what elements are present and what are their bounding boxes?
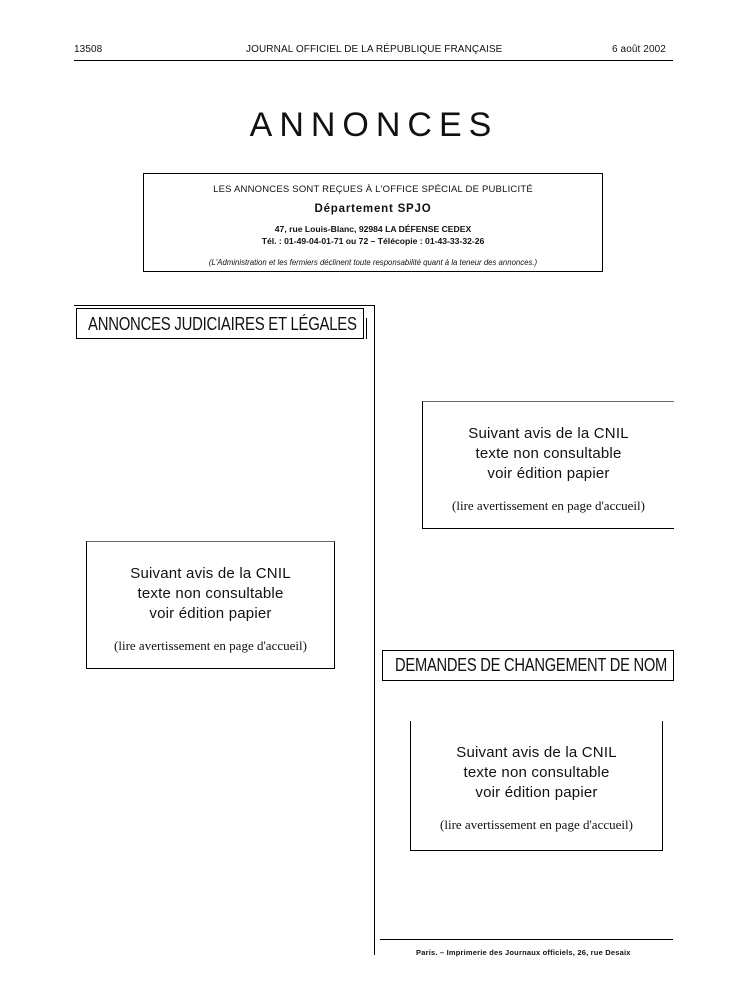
issue-date: 6 août 2002 (612, 44, 666, 55)
cnil-note: (lire avertissement en page d'accueil) (452, 498, 645, 513)
cnil-line: texte non consultable (475, 445, 622, 462)
page-title: ANNONCES (249, 106, 499, 144)
cnil-notice-box (86, 541, 335, 669)
section-heading-judiciaires: ANNONCES JUDICIAIRES ET LÉGALES (76, 308, 364, 339)
column-divider (374, 305, 375, 955)
info-department: Département SPJO (314, 203, 432, 215)
cnil-line: Suivant avis de la CNIL (456, 744, 617, 761)
cnil-line: Suivant avis de la CNIL (468, 425, 629, 442)
cnil-note: (lire avertissement en page d'accueil) (114, 638, 307, 653)
cnil-notice-box (410, 721, 663, 851)
journal-title: JOURNAL OFFICIEL DE LA RÉPUBLIQUE FRANÇAISE (246, 44, 503, 55)
info-intro: LES ANNONCES SONT REÇUES À L'OFFICE SPÉCIAL DE PUBLICITÉ (213, 184, 533, 195)
info-address: 47, rue Louis-Blanc, 92984 LA DÉFENSE CEDEX (274, 224, 472, 234)
info-phone: Tél. : 01-49-04-01-71 ou 72 – Télécopie : 01-43-33-32-26 (261, 236, 485, 246)
footer-rule (380, 939, 673, 940)
cnil-line: texte non consultable (137, 585, 284, 602)
cnil-line: texte non consultable (463, 764, 610, 781)
cnil-line: voir édition papier (149, 605, 272, 622)
left-column-rule (74, 305, 374, 306)
section-heading-changement-nom: DEMANDES DE CHANGEMENT DE NOM (382, 650, 674, 681)
printer-footer: Paris. – Imprimerie des Journaux officiels, 26, rue Desaix (416, 948, 631, 957)
cnil-line: voir édition papier (487, 465, 610, 482)
header-rule (74, 60, 673, 61)
section-heading-tick (366, 318, 367, 339)
page-number: 13508 (74, 44, 103, 55)
cnil-notice-box (422, 401, 674, 529)
cnil-note: (lire avertissement en page d'accueil) (440, 817, 633, 832)
info-disclaimer: (L'Administration et les fermiers déclinent toute responsabilité quant à la teneur des annonces.) (208, 258, 538, 267)
cnil-line: voir édition papier (475, 784, 598, 801)
info-box (143, 173, 603, 272)
cnil-line: Suivant avis de la CNIL (130, 565, 291, 582)
